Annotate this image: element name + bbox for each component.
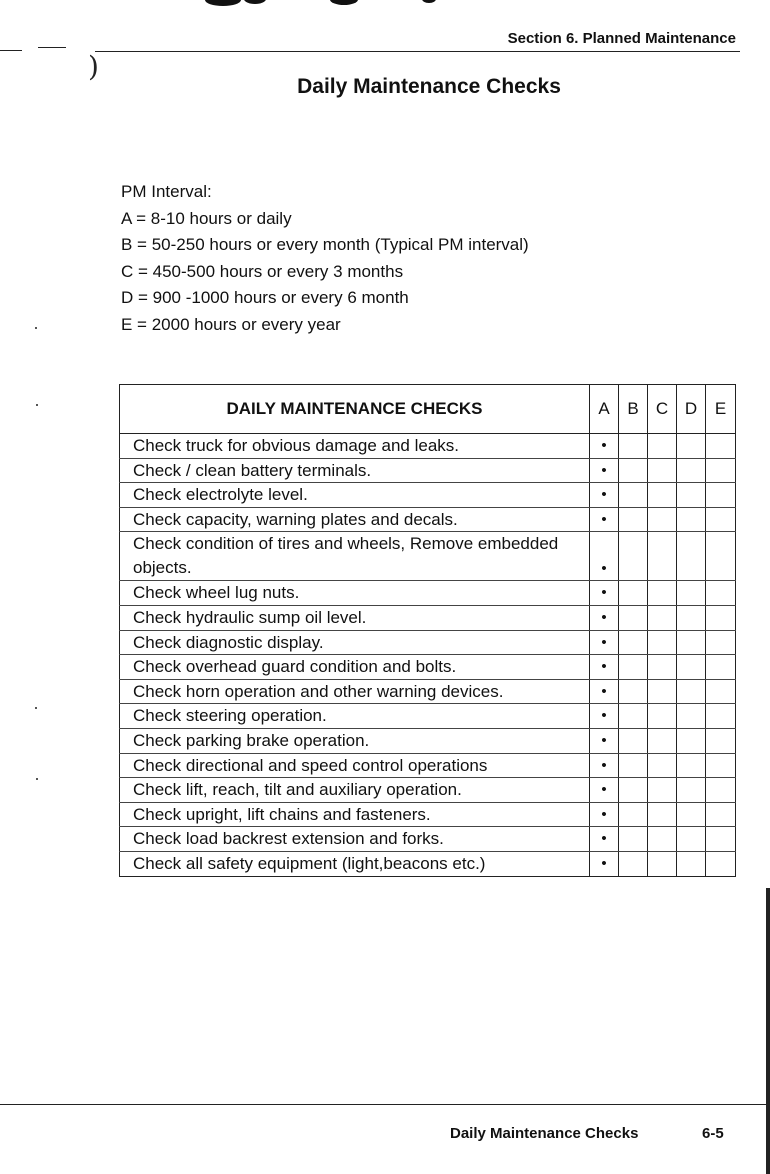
table-row [120,679,736,704]
interval-cell-e [706,728,736,753]
table-row [120,704,736,729]
interval-cell-b [619,605,648,630]
interval-cell-d [677,507,706,532]
bullet-mark-icon: • [601,781,607,799]
scan-blot [244,0,266,4]
check-task: Check capacity, warning plates and decals. [120,507,590,532]
interval-cell-e [706,581,736,606]
bullet-mark-icon: • [601,461,607,479]
interval-cell-d [677,532,706,581]
interval-cell-a [590,753,619,778]
interval-cell-c [648,679,677,704]
table-row [120,728,736,753]
table-row [120,778,736,803]
interval-cell-a [590,532,619,581]
interval-e: E = 2000 hours or every year [121,314,341,334]
scan-edge [766,888,770,1174]
check-task: Check condition of tires and wheels, Remove embedded objects. [120,532,590,581]
scan-speck [36,404,38,406]
interval-d: D = 900 -1000 hours or every 6 month [121,288,409,307]
interval-cell-d [677,581,706,606]
table-row [120,507,736,532]
scan-blot [422,0,436,3]
interval-cell-e [706,655,736,680]
interval-cell-b [619,532,648,581]
interval-cell-e [706,802,736,827]
check-task: Check steering operation. [120,704,590,729]
column-header-d: D [677,385,706,434]
bullet-mark-icon: • [601,633,607,651]
interval-cell-e [706,630,736,655]
check-task: Check parking brake operation. [120,728,590,753]
interval-cell-b [619,778,648,803]
check-task: Check lift, reach, tilt and auxiliary operation. [120,778,590,803]
interval-cell-d [677,458,706,483]
section-header: Section 6. Planned Maintenance [507,30,736,47]
scan-blot [330,0,358,5]
footer-rule [0,1104,770,1105]
interval-cell-c [648,753,677,778]
table-row [120,802,736,827]
interval-cell-e [706,827,736,852]
bullet-mark-icon: • [601,437,607,454]
table-row [120,458,736,483]
interval-cell-d [677,630,706,655]
check-task: Check overhead guard condition and bolts. [120,655,590,680]
interval-cell-b [619,827,648,852]
interval-cell-b [619,630,648,655]
interval-cell-e [706,679,736,704]
interval-cell-a [590,704,619,729]
interval-cell-c [648,483,677,508]
interval-cell-c [648,458,677,483]
margin-mark [38,47,66,48]
interval-cell-b [619,458,648,483]
interval-cell-c [648,605,677,630]
interval-cell-a [590,434,619,459]
interval-cell-a [590,507,619,532]
interval-cell-b [619,434,648,459]
interval-cell-a [590,778,619,803]
table-row [120,655,736,680]
bullet-mark-icon: • [601,805,607,823]
interval-cell-c [648,434,677,459]
interval-cell-e [706,851,736,876]
interval-cell-b [619,753,648,778]
column-header-b: B [619,385,648,434]
interval-cell-c [648,827,677,852]
table-header-row [120,385,736,434]
scan-speck [35,327,37,329]
interval-cell-b [619,483,648,508]
table-row [120,827,736,852]
interval-cell-e [706,753,736,778]
table-body [120,434,736,877]
scan-speck [36,778,38,780]
interval-cell-b [619,802,648,827]
table-row [120,753,736,778]
interval-cell-b [619,581,648,606]
interval-cell-c [648,532,677,581]
interval-cell-d [677,679,706,704]
bullet-mark-icon: • [601,707,607,725]
bullet-mark-icon: • [601,756,607,774]
interval-cell-a [590,802,619,827]
interval-cell-c [648,778,677,803]
check-task: Check all safety equipment (light,beacons etc.) [120,851,590,876]
table-row [120,605,736,630]
interval-cell-d [677,704,706,729]
interval-cell-b [619,728,648,753]
pm-interval-legend [121,179,529,338]
interval-cell-c [648,507,677,532]
interval-cell-d [677,728,706,753]
table-row [120,483,736,508]
interval-cell-a [590,581,619,606]
interval-cell-a [590,827,619,852]
interval-c: C = 450-500 hours or every 3 months [121,261,404,281]
check-task: Check diagnostic display. [120,630,590,655]
interval-cell-a [590,655,619,680]
interval-cell-d [677,483,706,508]
column-header-a: A [590,385,619,434]
margin-bracket-icon: ) [88,50,99,83]
interval-a: A = 8-10 hours or daily [121,208,292,228]
interval-cell-a [590,728,619,753]
check-task: Check electrolyte level. [120,483,590,508]
bullet-mark-icon: • [601,658,607,676]
interval-cell-a [590,851,619,876]
check-task: Check wheel lug nuts. [120,581,590,606]
interval-cell-e [706,458,736,483]
column-header-c: C [648,385,677,434]
interval-b: B = 50-250 hours or every month (Typical PM interval) [121,235,529,254]
interval-cell-d [677,753,706,778]
interval-cell-d [677,605,706,630]
interval-cell-c [648,851,677,876]
interval-cell-b [619,851,648,876]
interval-cell-d [677,778,706,803]
check-task: Check directional and speed control operations [120,753,590,778]
interval-cell-d [677,851,706,876]
check-task: Check horn operation and other warning devices. [120,679,590,704]
table-row [120,630,736,655]
bullet-mark-icon: • [601,510,607,528]
page-number: 6-5 [702,1125,724,1142]
interval-cell-c [648,802,677,827]
interval-cell-b [619,507,648,532]
interval-cell-a [590,679,619,704]
interval-cell-e [706,704,736,729]
interval-cell-e [706,483,736,508]
check-task: Check hydraulic sump oil level. [120,605,590,630]
bullet-mark-icon: • [601,486,607,504]
interval-cell-b [619,704,648,729]
scan-blot [205,0,241,6]
scan-speck [35,707,37,709]
bullet-mark-icon: • [601,731,607,749]
interval-cell-a [590,630,619,655]
interval-cell-a [590,605,619,630]
interval-cell-a [590,458,619,483]
interval-cell-e [706,507,736,532]
check-task: Check load backrest extension and forks. [120,827,590,852]
interval-cell-e [706,434,736,459]
table-row [120,581,736,606]
interval-cell-e [706,532,736,581]
table-title: DAILY MAINTENANCE CHECKS [120,385,590,434]
interval-cell-e [706,605,736,630]
table-row [120,434,736,459]
table-row [120,851,736,876]
bullet-mark-icon: • [601,682,607,700]
interval-cell-e [706,778,736,803]
interval-cell-d [677,434,706,459]
check-task: Check truck for obvious damage and leaks. [120,434,590,459]
pm-interval-label: PM Interval: [121,182,212,201]
check-task: Check upright, lift chains and fasteners. [120,802,590,827]
interval-cell-c [648,728,677,753]
page-title: Daily Maintenance Checks [297,75,561,98]
header-rule [95,51,740,52]
interval-cell-b [619,679,648,704]
interval-cell-c [648,704,677,729]
interval-cell-d [677,827,706,852]
margin-mark [0,50,22,51]
check-task: Check / clean battery terminals. [120,458,590,483]
daily-maintenance-table [119,384,736,877]
interval-cell-c [648,581,677,606]
bullet-mark-icon: • [601,584,607,602]
interval-cell-c [648,630,677,655]
table-row [120,532,736,581]
interval-cell-d [677,655,706,680]
column-header-e: E [706,385,736,434]
bullet-mark-icon: • [601,608,607,626]
footer-title: Daily Maintenance Checks [450,1125,639,1142]
bullet-mark-icon: • [601,559,607,577]
interval-cell-b [619,655,648,680]
interval-cell-a [590,483,619,508]
interval-cell-d [677,802,706,827]
bullet-mark-icon: • [601,854,607,872]
interval-cell-c [648,655,677,680]
bullet-mark-icon: • [601,830,607,848]
